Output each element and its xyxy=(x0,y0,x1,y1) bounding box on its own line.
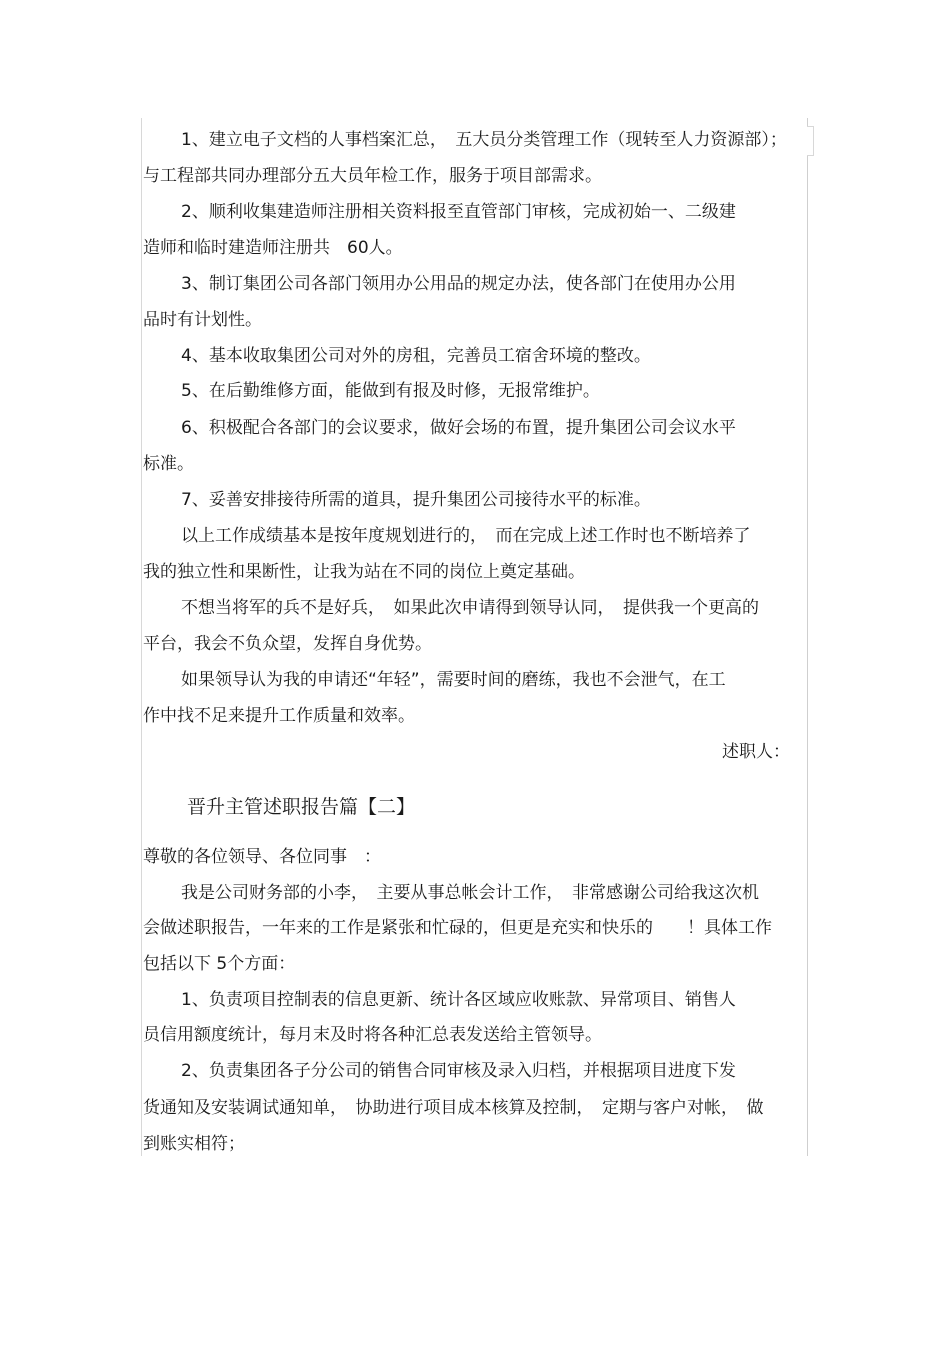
text-line: 到账实相符； xyxy=(143,1134,245,1154)
text-line: 1、建立电子文档的人事档案汇总， 五大员分类管理工作（现转至人力资源部）； xyxy=(181,130,787,150)
text-line: 6、积极配合各部门的会议要求，做好会场的布置，提升集团公司会议水平 xyxy=(181,418,736,438)
section-heading: 晋升主管述职报告篇【二】 xyxy=(187,796,416,818)
text-line: 造师和临时建造师注册共 60人。 xyxy=(143,238,403,258)
text-line: 2、负责集团各子分公司的销售合同审核及录入归档，并根据项目进度下发 xyxy=(181,1061,736,1081)
text-line: 员信用额度统计，每月末及时将各种汇总表发送给主管领导。 xyxy=(143,1025,602,1045)
signature-label: 述职人： xyxy=(722,742,790,762)
text-line: 包括以下 5个方面： xyxy=(143,954,296,974)
text-line: 我的独立性和果断性，让我为站在不同的岗位上奠定基础。 xyxy=(143,562,585,582)
text-line: 平台，我会不负众望，发挥自身优势。 xyxy=(143,634,432,654)
text-line: 作中找不足来提升工作质量和效率。 xyxy=(143,706,415,726)
text-line: 以上工作成绩基本是按年度规划进行的， 而在完成上述工作时也不断培养了 xyxy=(181,526,751,546)
text-line: 3、制订集团公司各部门领用办公用品的规定办法，使各部门在使用办公用 xyxy=(181,274,736,294)
text-line: 5、在后勤维修方面，能做到有报及时修，无报常维护。 xyxy=(181,381,600,401)
text-line: 1、负责项目控制表的信息更新、统计各区域应收账款、异常项目、销售人 xyxy=(181,990,736,1010)
text-line: 7、妥善安排接待所需的道具，提升集团公司接待水平的标准。 xyxy=(181,490,651,510)
text-line: 品时有计划性。 xyxy=(143,310,262,330)
text-line: 如果领导认为我的申请还“年轻”，需要时间的磨练，我也不会泄气，在工 xyxy=(181,670,726,690)
text-line: 不想当将军的兵不是好兵， 如果此次申请得到领导认同， 提供我一个更高的 xyxy=(181,598,759,618)
page-border-tick xyxy=(807,126,814,156)
text-line: 4、基本收取集团公司对外的房租，完善员工宿舍环境的整改。 xyxy=(181,346,651,366)
page-border-left xyxy=(141,118,142,1156)
text-line: 我是公司财务部的小李， 主要从事总帐会计工作， 非常感谢公司给我这次机 xyxy=(181,883,759,903)
text-line: 货通知及安装调试通知单， 协助进行项目成本核算及控制， 定期与客户对帐， 做 xyxy=(143,1098,764,1118)
salutation: 尊敬的各位领导、各位同事 ： xyxy=(143,847,381,867)
text-line: 与工程部共同办理部分五大员年检工作，服务于项目部需求。 xyxy=(143,166,602,186)
text-line: 会做述职报告，一年来的工作是紧张和忙碌的，但更是充实和快乐的 ！具体工作 xyxy=(143,918,772,938)
text-line: 标准。 xyxy=(143,454,194,474)
page-border-right xyxy=(807,118,808,1156)
text-line: 2、顺利收集建造师注册相关资料报至直管部门审核，完成初始一、二级建 xyxy=(181,202,736,222)
